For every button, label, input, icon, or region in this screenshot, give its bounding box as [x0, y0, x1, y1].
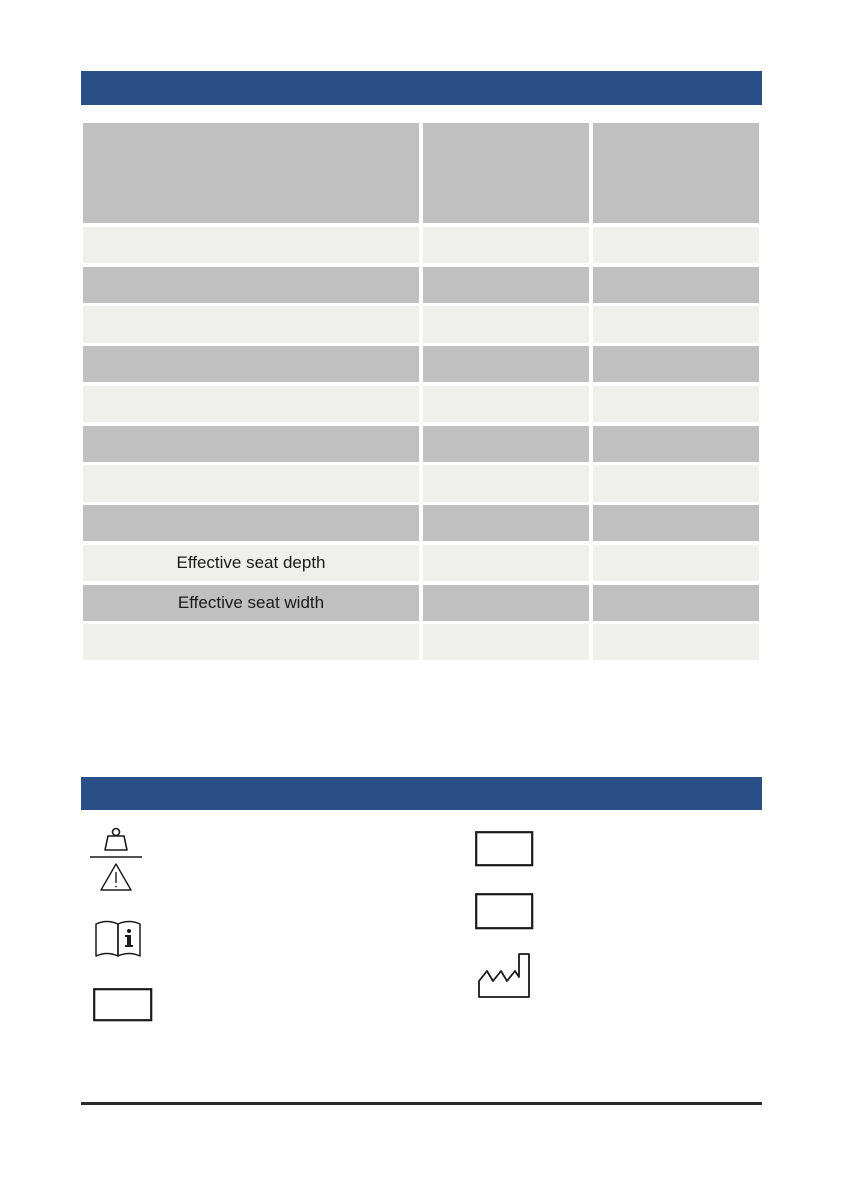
table-cell — [83, 386, 419, 422]
table-row — [81, 227, 762, 263]
footer-divider — [81, 1102, 762, 1105]
table-cell: Effective seat width — [83, 585, 419, 621]
table-cell — [593, 227, 759, 263]
table-row — [81, 306, 762, 343]
table-cell — [593, 624, 759, 660]
table-header-cell — [593, 123, 759, 223]
table-cell — [423, 585, 589, 621]
table-cell — [423, 545, 589, 581]
table-cell — [593, 585, 759, 621]
table-cell — [593, 267, 759, 303]
specifications-header-bar — [81, 71, 762, 105]
table-cell — [423, 624, 589, 660]
table-cell — [593, 386, 759, 422]
symbols-header-bar — [81, 777, 762, 810]
table-cell — [423, 505, 589, 541]
table-cell — [83, 227, 419, 263]
table-cell — [83, 426, 419, 462]
table-cell — [83, 624, 419, 660]
table-row — [81, 426, 762, 462]
table-row — [81, 585, 762, 621]
table-row — [81, 624, 762, 660]
table-row — [81, 465, 762, 502]
manufacturer-icon — [477, 951, 533, 999]
instructions-manual-icon — [94, 918, 144, 958]
table-row — [81, 505, 762, 541]
table-cell — [593, 426, 759, 462]
max-load-warning-icon — [88, 826, 144, 894]
table-cell — [423, 267, 589, 303]
table-cell — [593, 306, 759, 343]
table-cell — [83, 267, 419, 303]
table-row — [81, 346, 762, 382]
table-cell — [593, 346, 759, 382]
label-box-icon — [475, 831, 534, 867]
table-row — [81, 267, 762, 303]
label-box-icon — [475, 893, 534, 930]
table-row — [81, 386, 762, 422]
table-row — [81, 545, 762, 581]
table-cell — [83, 306, 419, 343]
table-cell — [423, 306, 589, 343]
label-box-icon — [93, 988, 153, 1022]
table-cell — [423, 227, 589, 263]
table-cell — [593, 545, 759, 581]
table-cell — [593, 465, 759, 502]
table-cell — [423, 386, 589, 422]
table-header-cell — [423, 123, 589, 223]
table-header-row — [81, 123, 762, 223]
table-cell — [423, 465, 589, 502]
table-cell — [423, 346, 589, 382]
table-cell — [83, 505, 419, 541]
table-cell: Effective seat depth — [83, 545, 419, 581]
table-cell — [423, 426, 589, 462]
table-cell — [83, 346, 419, 382]
table-header-cell — [83, 123, 419, 223]
table-cell — [593, 505, 759, 541]
table-cell — [83, 465, 419, 502]
